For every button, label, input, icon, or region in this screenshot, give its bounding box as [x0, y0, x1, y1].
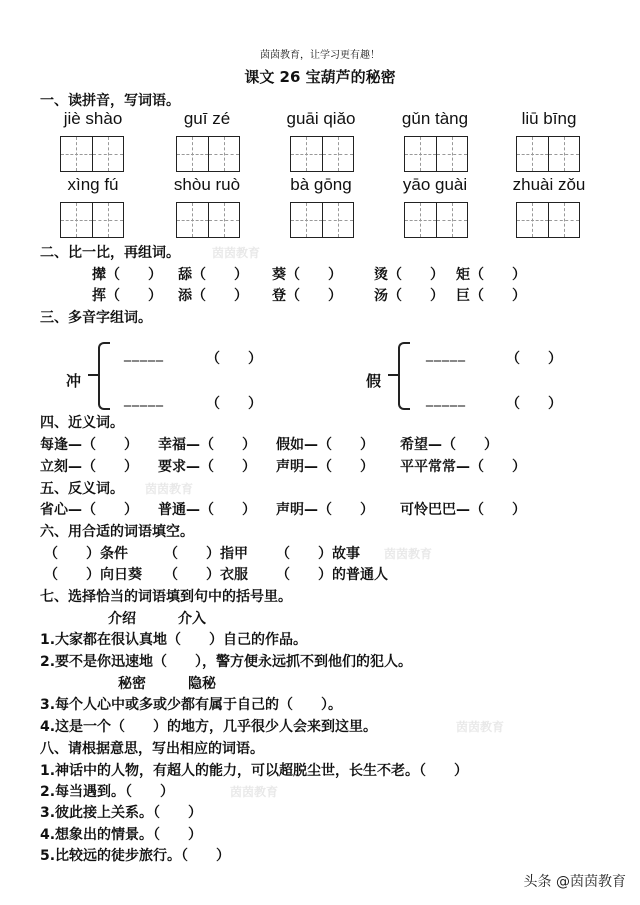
- page-slogan: 茵茵教育，让学习更有趣！: [260, 50, 380, 61]
- pinyin-1-4: gǔn tàng: [401, 109, 469, 128]
- question-4: 4.这是一个（ ）的地方，几乎很少人会来到这里。: [40, 719, 378, 735]
- pinyin-1-5: liū bīng: [521, 109, 577, 128]
- writing-grid[interactable]: [290, 136, 354, 172]
- compare-item: 添（ ）: [178, 288, 248, 304]
- watermark: 茵茵教育: [145, 482, 194, 496]
- watermark: 茵茵教育: [456, 720, 505, 734]
- compare-item: 舔（ ）: [178, 267, 248, 283]
- pinyin-2-5: zhuài zǒu: [512, 175, 586, 194]
- answer-paren: （ ）: [206, 396, 262, 412]
- fill-item: （ ）的普通人: [276, 567, 388, 583]
- antonym-item: 省心—（ ）: [40, 502, 138, 518]
- answer-paren: （ ）: [206, 351, 262, 367]
- writing-grid[interactable]: [60, 202, 124, 238]
- question-3: 3.每个人心中或多或少都有属于自己的（ ）。: [40, 697, 343, 713]
- fill-item: （ ）条件: [44, 546, 128, 562]
- section-5-heading: 五、反义词。: [40, 481, 124, 497]
- watermark: 茵茵教育: [212, 246, 261, 260]
- pinyin-1-2: guī zé: [183, 109, 231, 128]
- brace-icon: [88, 374, 100, 376]
- brace-icon: [388, 374, 400, 376]
- pinyin-2-1: xìng fú: [67, 175, 119, 194]
- definition-item: 2.每当遇到。（ ）: [40, 784, 175, 800]
- compare-item: 葵（ ）: [272, 267, 342, 283]
- writing-grid[interactable]: [60, 136, 124, 172]
- page-title: 课文 26 宝葫芦的秘密: [244, 68, 396, 86]
- question-2: 2.要不是你迅速地（ ），警方便永远抓不到他们的犯人。: [40, 654, 413, 670]
- brace-icon: [98, 342, 110, 410]
- compare-item: 烫（ ）: [374, 267, 444, 283]
- writing-grid[interactable]: [290, 202, 354, 238]
- section-8-heading: 八、请根据意思，写出相应的词语。: [40, 741, 264, 757]
- antonym-item: 可怜巴巴—（ ）: [400, 502, 526, 518]
- writing-grid[interactable]: [404, 136, 468, 172]
- definition-item: 4.想象出的情景。（ ）: [40, 827, 203, 843]
- compare-item: 挥（ ）: [92, 288, 162, 304]
- answer-blank[interactable]: _____: [124, 391, 164, 407]
- compare-item: 矩（ ）: [456, 267, 526, 283]
- source-credit: 头条 @茵茵教育: [523, 874, 626, 890]
- word-option: 介入: [178, 611, 206, 627]
- question-1: 1.大家都在很认真地（ ）自己的作品。: [40, 632, 308, 648]
- answer-paren: （ ）: [506, 396, 562, 412]
- section-3-heading: 三、多音字组词。: [40, 310, 152, 326]
- antonym-item: 普通—（ ）: [158, 502, 256, 518]
- watermark: 茵茵教育: [384, 547, 433, 561]
- writing-grid[interactable]: [516, 202, 580, 238]
- section-4-heading: 四、近义词。: [40, 415, 124, 431]
- word-option: 介绍: [108, 611, 136, 627]
- polyphonic-char-1: 冲: [66, 372, 82, 390]
- synonym-item: 幸福—（ ）: [158, 437, 256, 453]
- answer-blank[interactable]: _____: [124, 346, 164, 362]
- synonym-item: 要求—（ ）: [158, 459, 256, 475]
- section-7-heading: 七、选择恰当的词语填到句中的括号里。: [40, 589, 292, 605]
- definition-item: 1.神话中的人物，有超人的能力，可以超脱尘世，长生不老。（ ）: [40, 763, 469, 779]
- pinyin-1-1: jiè shào: [63, 109, 123, 128]
- synonym-item: 声明—（ ）: [276, 459, 374, 475]
- writing-grid[interactable]: [516, 136, 580, 172]
- writing-grid[interactable]: [176, 202, 240, 238]
- fill-item: （ ）故事: [276, 546, 360, 562]
- brace-icon: [398, 342, 410, 410]
- answer-paren: （ ）: [506, 351, 562, 367]
- definition-item: 5.比较远的徒步旅行。（ ）: [40, 848, 231, 864]
- section-1-heading: 一、读拼音，写词语。: [40, 93, 180, 109]
- compare-item: 巨（ ）: [456, 288, 526, 304]
- synonym-item: 平平常常—（ ）: [400, 459, 526, 475]
- section-6-heading: 六、用合适的词语填空。: [40, 524, 194, 540]
- answer-blank[interactable]: _____: [426, 391, 466, 407]
- compare-item: 汤（ ）: [374, 288, 444, 304]
- fill-item: （ ）向日葵: [44, 567, 142, 583]
- synonym-item: 立刻—（ ）: [40, 459, 138, 475]
- definition-item: 3.彼此接上关系。（ ）: [40, 805, 203, 821]
- word-option: 隐秘: [188, 676, 216, 692]
- pinyin-2-4: yāo guài: [402, 175, 468, 194]
- section-2-heading: 二、比一比，再组词。: [40, 245, 180, 261]
- polyphonic-char-2: 假: [366, 372, 382, 390]
- fill-item: （ ）衣服: [164, 567, 248, 583]
- pinyin-2-2: shòu ruò: [173, 175, 241, 194]
- pinyin-1-3: guāi qiǎo: [286, 109, 356, 128]
- synonym-item: 希望—（ ）: [400, 437, 498, 453]
- fill-item: （ ）指甲: [164, 546, 248, 562]
- compare-item: 撵（ ）: [92, 267, 162, 283]
- watermark: 茵茵教育: [230, 785, 279, 799]
- antonym-item: 声明—（ ）: [276, 502, 374, 518]
- synonym-item: 每逢—（ ）: [40, 437, 138, 453]
- writing-grid[interactable]: [176, 136, 240, 172]
- answer-blank[interactable]: _____: [426, 346, 466, 362]
- synonym-item: 假如—（ ）: [276, 437, 374, 453]
- word-option: 秘密: [118, 676, 146, 692]
- compare-item: 登（ ）: [272, 288, 342, 304]
- writing-grid[interactable]: [404, 202, 468, 238]
- pinyin-2-3: bà gōng: [290, 175, 352, 194]
